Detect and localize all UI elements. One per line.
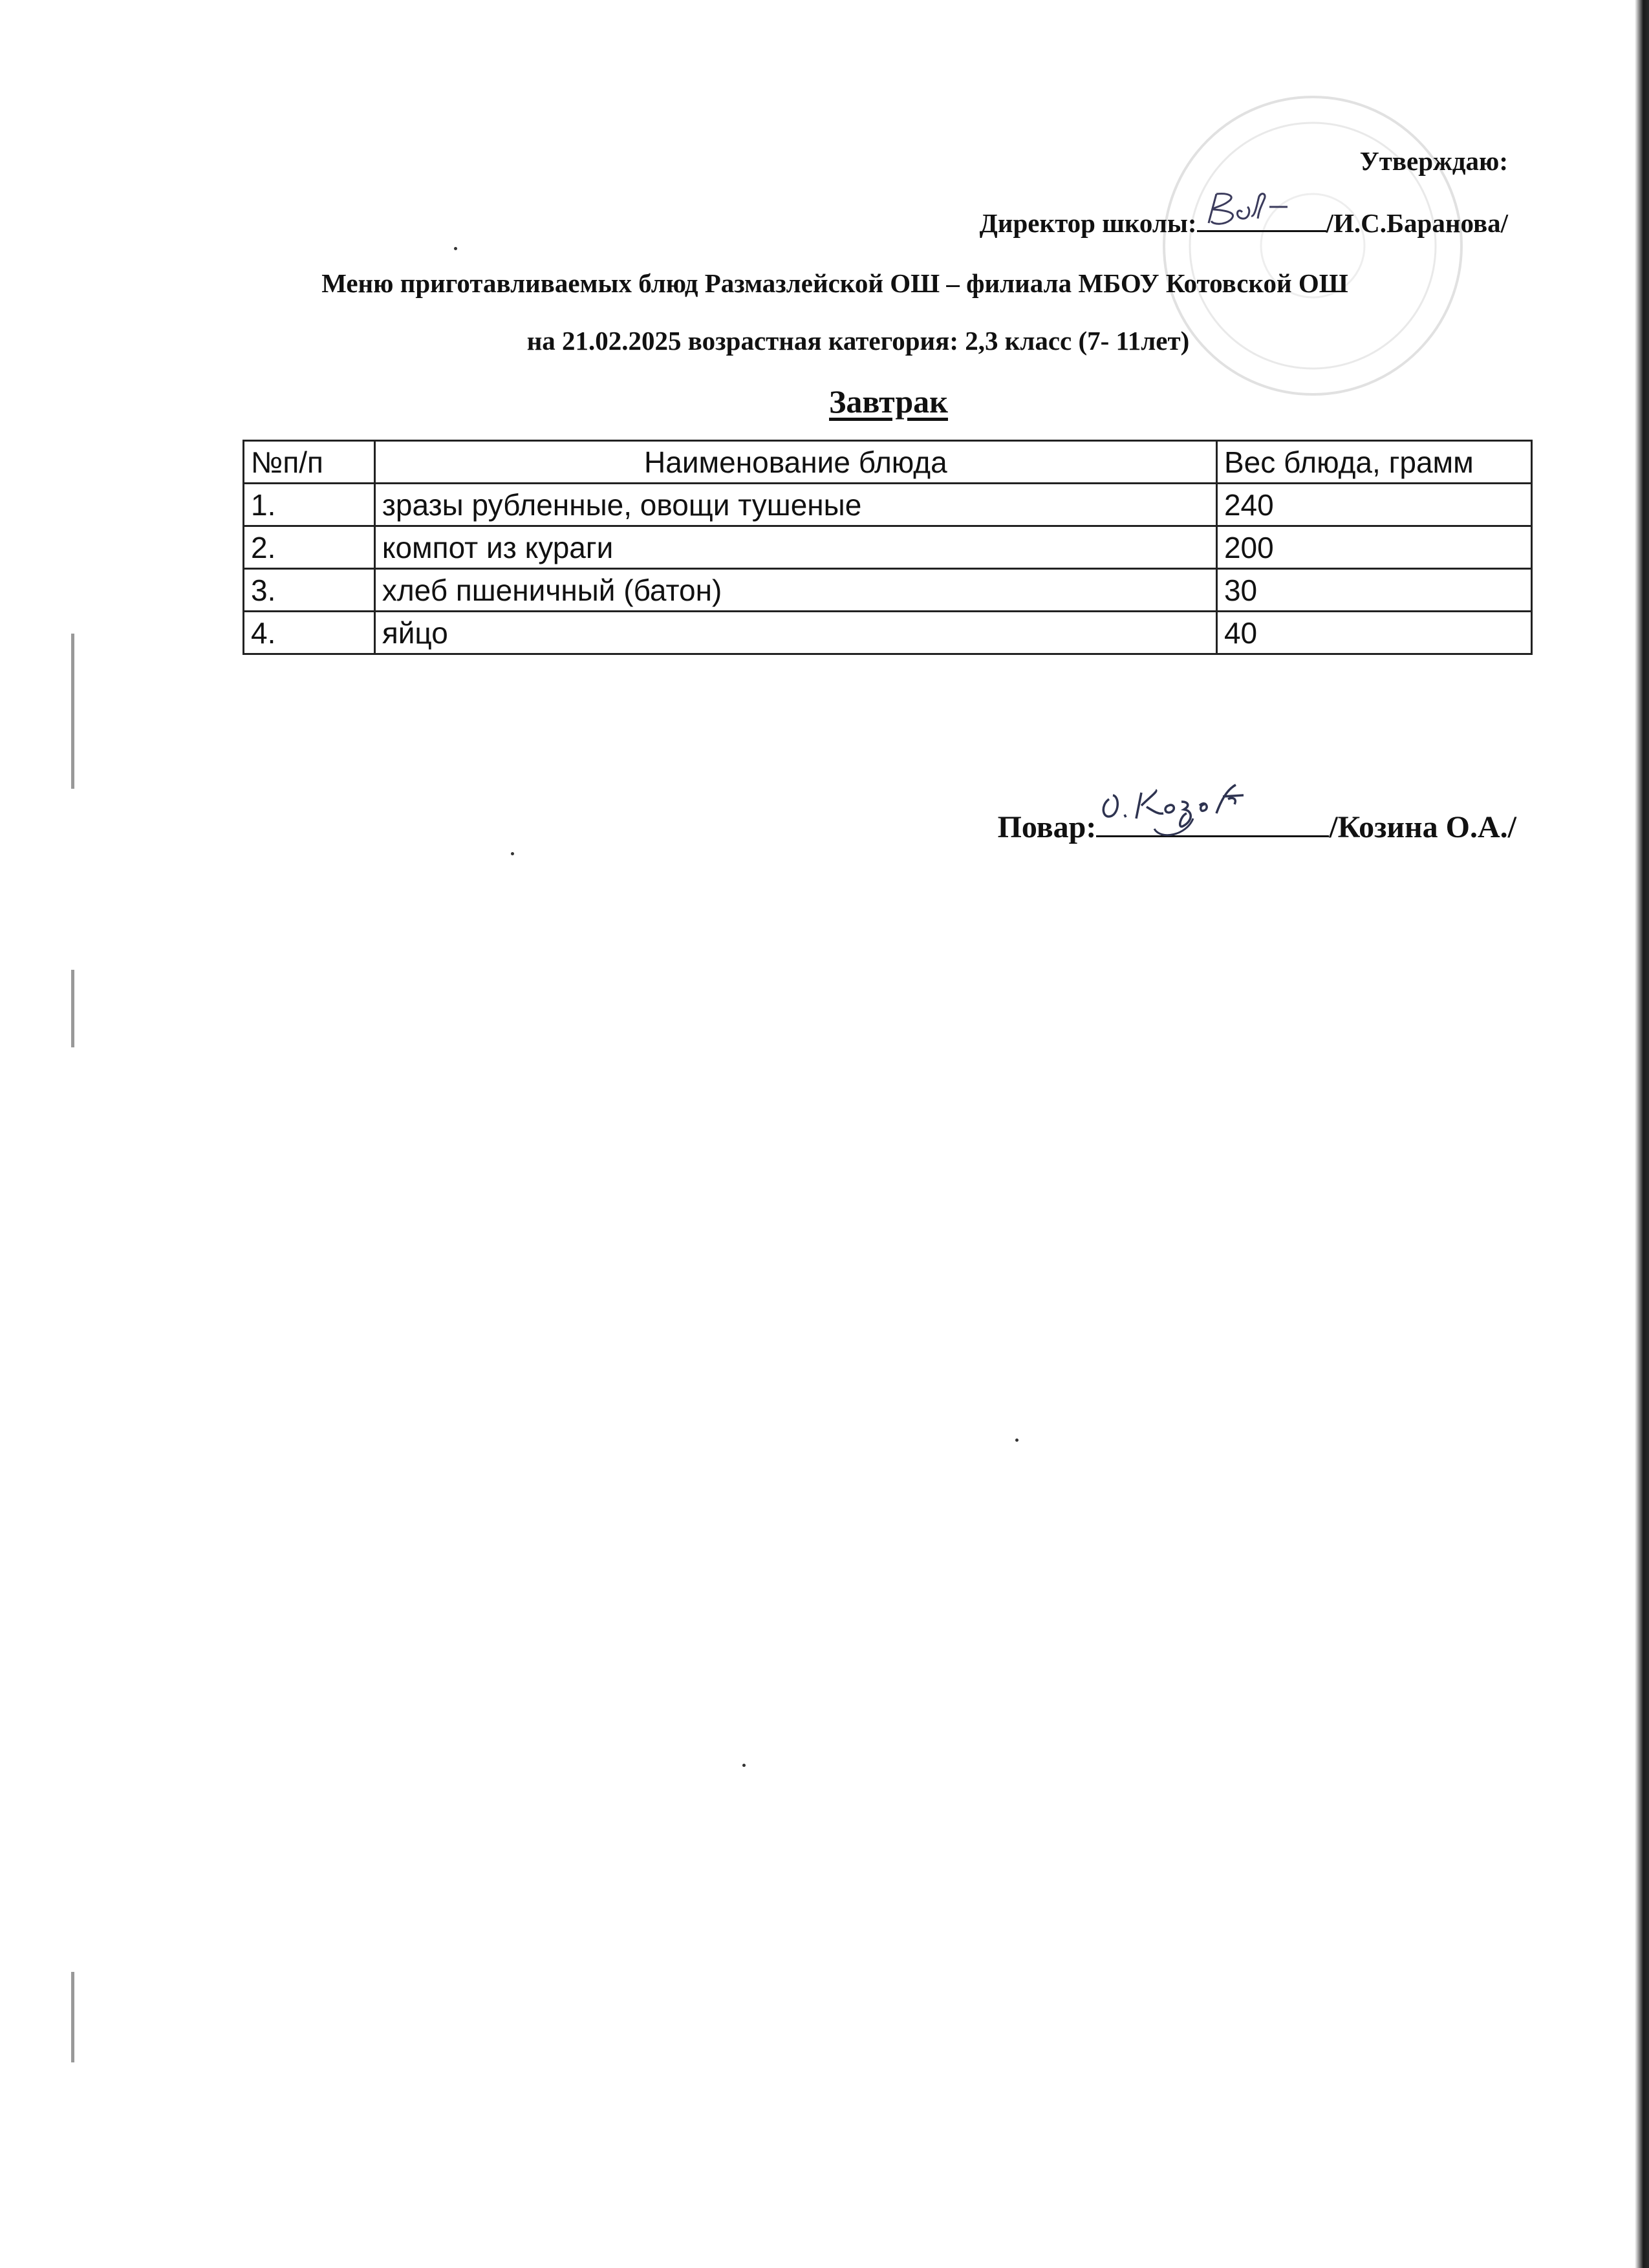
row-weight: 200	[1216, 526, 1531, 569]
director-label: Директор школы:	[979, 208, 1197, 238]
director-signature-scribble	[1197, 187, 1326, 233]
meal-section-title: Завтрак	[829, 383, 948, 420]
cook-signature-scribble	[1096, 773, 1329, 838]
row-weight: 40	[1216, 612, 1531, 654]
table-row	[244, 612, 1532, 654]
scan-speck	[742, 1764, 746, 1767]
menu-table	[242, 440, 1533, 655]
director-signature	[1197, 204, 1326, 232]
row-number: 3.	[244, 569, 375, 612]
stamp-seal	[1145, 84, 1481, 407]
menu-subtitle: на 21.02.2025 возрастная категория: 2,3 класс (7- 11лет)	[526, 326, 1190, 356]
scan-speck	[1015, 1439, 1018, 1442]
cook-label: Повар:	[997, 810, 1097, 844]
cook-line	[998, 807, 1516, 845]
header-weight: Вес блюда, грамм	[1216, 441, 1531, 484]
cook-signature	[1096, 807, 1329, 837]
director-line	[980, 204, 1508, 239]
row-weight: 240	[1216, 484, 1531, 526]
row-weight: 30	[1216, 569, 1531, 612]
row-dish-name: компот из кураги	[374, 526, 1216, 569]
row-number: 2.	[244, 526, 375, 569]
scan-mark	[71, 634, 74, 789]
table-row	[244, 484, 1532, 526]
row-dish-name: яйцо	[374, 612, 1216, 654]
director-name: /И.С.Баранова/	[1326, 208, 1508, 238]
scan-speck	[511, 852, 514, 855]
menu-title: Меню приготавливаемых блюд Размазлейской ОШ – филиала МБОУ Котовской ОШ	[321, 268, 1348, 298]
scan-mark	[71, 1972, 74, 2062]
row-number: 4.	[244, 612, 375, 654]
header-dish-name: Наименование блюда	[374, 441, 1216, 484]
header-number: №п/п	[244, 441, 375, 484]
table-row	[244, 526, 1532, 569]
row-dish-name: зразы рубленные, овощи тушеные	[374, 484, 1216, 526]
table-header-row	[244, 441, 1532, 484]
table-row	[244, 569, 1532, 612]
approve-label: Утверждаю:	[1359, 146, 1508, 176]
scan-speck	[454, 247, 457, 250]
row-number: 1.	[244, 484, 375, 526]
cook-name: /Козина О.А./	[1329, 810, 1516, 844]
scan-mark	[71, 970, 74, 1047]
row-dish-name: хлеб пшеничный (батон)	[374, 569, 1216, 612]
